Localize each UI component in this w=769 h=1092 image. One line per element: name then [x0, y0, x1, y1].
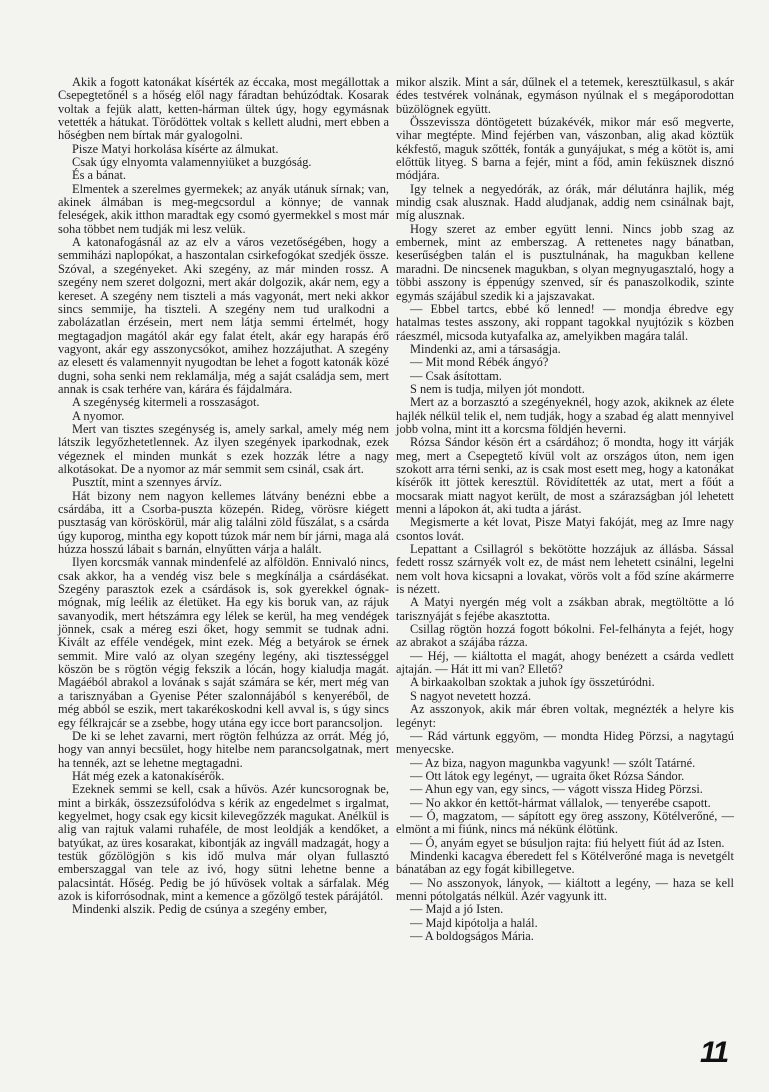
paragraph: S nem is tudja, milyen jót mondott. — [410, 381, 585, 396]
paragraph: A szegénység kitermeli a rosszaságot. — [72, 395, 260, 410]
paragraph: Rózsa Sándor késön ért a csárdához; ő mondta, hogy itt várják meg, mert a Csepegtető kívül volt az országos úton, nem igen szokott arra térni senki, az is csak most esett meg, hogy a katonákat kísérők itt jöttek keresztül. Rövidítették az utat, mert a főút a mocsarak miatt nagyot került, de most a szárazságban jól lehetett menni a lápokon át, aki tudta a járást. — [396, 435, 734, 516]
paragraph: — Az biza, nagyon magunkba vagyunk! — szólt Tatárné. — [410, 755, 696, 770]
paragraph: — A boldogságos Mária. — [410, 929, 534, 943]
paragraph: Akik a fogott katonákat kísérték az éccaka, most megállottak a Csepegtetőnél s a hőség elől nagy fáradtan behúzódtak. Kosarak voltak a fejük alatt, ketten-hárman ültek úgy, hogy egymásnak vetették a hátukat. Törődöttek voltak s kellett aludni, mert ebben a hőségben nem bírtak már gyalogolni. — [58, 75, 389, 143]
paragraph: Megismerte a két lovat, Pisze Matyi fakóját, meg az Imre nagy csontos lovát. — [396, 515, 734, 543]
paragraph: Elmentek a szerelmes gyermekek; az anyák utánuk sírnak; van, akinek álmában is meg-megcsordul a könnye; de vannak feleségek, akik itthon maradtak egy csomó gyermekkel s most már soha többet nem tudják mi lesz velük. — [58, 181, 390, 236]
paragraph: Hát még ezek a katonakísérők. — [72, 768, 225, 783]
paragraph: — Majd kipótolja a halál. — [410, 915, 538, 930]
paragraph: Csillag rögtön hozzá fogott bókolni. Fel-felhányta a fejét, hogy az abrakot a szájába rázza. — [396, 622, 734, 650]
paragraph: A Matyi nyergén még volt a zsákban abrak, megtöltötte a ló tarisznyáját s fejébe akasztotta. — [396, 595, 734, 623]
paragraph: Mindenki alszik. Pedig de csúnya a szegény ember, — [72, 902, 328, 917]
paragraph: Mert van tisztes szegénység is, amely sarkal, amely még nem látszik legyőzhetetlennek. Az ilyen szegények iparkodnak, ezek végeznek el minden munkát s ezek hozzák létre a nagy alkotásokat. De a nyomor az már semmit sem csinál, csak árt. — [58, 421, 389, 476]
paragraph: — Ebbel tartcs, ebbé kő lenned! — mondja ébredve egy hatalmas testes asszony, aki roppant tagokkal nyujtózik s közben ráeszmél, micsoda kutyafalka az, amelyikben magára talál. — [396, 301, 734, 343]
paragraph: — Majd a jó Isten. — [410, 902, 504, 917]
paragraph: Hát bizony nem nagyon kellemes látvány benézni ebbe a csárdába, itt a Csorba-puszta közepén. Rideg, vörösre kiégett pusztaság van köröskörül, már alig találni zöld fűszálat, s a csárda úgy kuporog, mintha egy kopott túzok már nem bír járni, maga alá húzza hosszú lábait s barnán, elnyűtten várja a halált. — [58, 488, 389, 557]
paragraph: Az asszonyok, akik már ébren voltak, megnézték a helyre kis legényt: — [396, 702, 734, 730]
paragraph: mikor alszik. Mint a sár, dűlnek el a tetemek, keresztülkasul, s akár édes testvérek volnának, egymáson nyúlnak el s megáporodottan büzölögnek együtt. — [396, 75, 734, 116]
paragraph: — Mit mond Rébék ángyó? — [410, 355, 549, 370]
paragraph: — No asszonyok, lányok, — kiáltott a legény, — haza se kell menni pótolgatás nélkül. Azér vagyunk itt. — [396, 875, 734, 903]
paragraph: S nagyot nevetett hozzá. — [410, 688, 532, 703]
paragraph: — Csak ásítottam. — [410, 368, 502, 383]
paragraph: Igy telnek a negyedórák, az órák, már délutánra hajlik, még mindig csak alusznak. Hadd aludjanak, addig nem csinálnak bajt, míg alusznak. — [396, 181, 734, 223]
paragraph: És a bánat. — [72, 168, 127, 183]
paragraph: Pusztít, mint a szennyes árvíz. — [72, 475, 223, 490]
paragraph: Mindenki kacagva éberedett fel s Kötélverőné maga is nevetgélt bánatában az egy fogát kibillegetve. — [396, 848, 734, 877]
paragraph: De ki se lehet zavarni, mert rögtön felhúzza az orrát. Még jó, hogy van annyi becsület, hogy hitelbe nem parancsolgatnak, mert ha tennék, azt se lehetne megtagadni. — [58, 728, 389, 770]
paragraph: Összevissza döntögetett búzakévék, mikor már eső megverte, vihar megtépte. Mind fejérben van, vászonban, alig akad köztük kékfestő, maguk szőtték, fonták a gunyájukat, s még a kötöt is, ami előttük lityeg. S barna a fejér, mint a főd, amin feküsznek disznó módjára. — [396, 115, 734, 183]
paragraph: Mert az a borzasztó a szegényeknél, hogy azok, akiknek az élete hajlék nélkül telik el, nem tudják, hogy a szabad ég alatt mennyivel jobb volna, mint itt a korcsma földjén heverni. — [396, 395, 734, 436]
paragraph: A katonafogásnál az az elv a város vezetőségében, hogy a semmiházi naplopókat, a haszontalan csirkefogókat szedjék össze. Szóval, a szegényeket. Aki szegény, az már minden rossz. A szegény nem szeret dolgozni, mert akár dolgozik, akár nem, egy a kereset. A szegény nem tiszteli a más vagyonát, mert neki akkor sincs semmije, ha tiszteli. A szegény nem tud uralkodni a zabolázatlan érzésein, mert nem látja semmi értelmét, hogy megtagadjon magától akár egy falat ételt, akár egy harapás érő vagyont, akár egy asszonycsókot, amihez hozzájuthat. A szegény az elesett és valamennyit nyugodtan be lehet a fogott katonák közé dugni, soha senki nem reklamálja, még a saját családja sem, mert annak is csak terhére van, kárára és fájdalmára. — [58, 235, 389, 396]
paragraph: — Ott látok egy legényt, — ugraita őket Rózsa Sándor. — [410, 768, 685, 783]
paragraph: Mindenki az, ami a társaságja. — [410, 341, 561, 356]
paragraph: Ezeknek semmi se kell, csak a hűvös. Azér kuncsorognak be, mint a birkák, összezsúfolódva s kérik az engedelmet s irgalmat, kegyelmet, hogy csak egy kicsit kilevegőzzék magukat. Anélkül is alig van rajtuk valami ruhaféle, de most leoldják a kendőket, a batyúkat, az üres kosarakat, kibontják az ingváll madzagát, hogy a testük gőzölögjön s kis idő mulva már olyan fullasztó emberszaggal van tele az ivó, hogy sütni lehetne benne a palacsintát. Hőség. Pedig be jó hűvösek voltak a sárfalak. Még azok is kiforrósodnak, mint a kemence a gőzölgő testek párájától. — [58, 782, 389, 903]
paragraph: Ilyen korcsmák vannak mindenfelé az alföldön. Ennivaló nincs, csak akkor, ha a vendég visz bele s megkínálja a csárdásékat. Szegény parasztok ezek a csárdások is, sok gyerekkel ógnak-mógnak, míg leélik az életüket. Ha egy kis boruk van, az rájuk savanyodik, mert hétszámra egy lélek se kerül, ha meg vendégek jönnek, csak a méreg eszi őket, hogy semmit se tudnak adni. Kivált az efféle vendégek, mint ezek. Még a betyárok se érnek semmit. Mire való az olyan szegény legény, aki tisztességgel köszön be s rögtön végig fekszik a lócán, hogy kialudja magát. Magáéból abrakol a lovának s saját számára se kér, mert még van a tarisznyában a Gyenise Péter szalonnájából s kenyeréből, de még abból se eszik, mert takarékoskodni kell avval is, s úgy sincs egy félkrajcár se a zsebbe, hogy utána egy icce bort parancsoljon. — [58, 555, 389, 730]
paragraph: Hogy szeret az ember együtt lenni. Nincs jobb szag az embernek, mint az emberszag. A rettenetes nagy bánatban, keserűségben talán el is pusztulnának, ha magukban kellene maradni. De nincsenek magukban, s olyan megnyugasztaló, hogy a többi asszony is éppenúgy szenved, sír és panaszolkodik, szinte egymás szájábul szedik ki a jajszavakat. — [396, 221, 734, 303]
paragraph: — Ó, magzatom, — sápított egy öreg asszony, Kötélverőné, — elmönt a mi fiúnk, nincs má nékünk élötünk. — [396, 808, 734, 837]
paragraph: — Héj, — kiáltotta el magát, ahogy benézett a csárda vedlett ajtaján. — Hát itt mi van? Ellető? — [396, 648, 734, 677]
paragraph: A nyomor. — [72, 408, 125, 423]
paragraph: A birkaakolban szoktak a juhok így összetúródni. — [410, 675, 655, 690]
paragraph: Pisze Matyi horkolása kísérte az álmukat. — [72, 141, 279, 156]
paragraph: Lepattant a Csillagról s bekötötte hozzájuk az állásba. Sással fedett rossz szárnyék volt ez, de mást nem lehetett csinálni, legelni nem volt hova kicsapni a lovakat, vörös volt a főd színe akármerre is nézett. — [396, 542, 734, 597]
paragraph: — Ahun egy van, egy sincs, — vágott vissza Hideg Pörzsi. — [410, 782, 703, 797]
paragraph: — No akkor én kettőt-hármat vállalok, — tenyerébe csapott. — [410, 795, 711, 810]
paragraph: Csak úgy elnyomta valamennyiüket a buzgóság. — [72, 155, 312, 170]
right-text-column — [396, 76, 734, 943]
page-number: 11 — [700, 1036, 728, 1069]
left-text-column — [58, 76, 389, 917]
paragraph: — Ó, anyám egyet se búsuljon rajta: fiú helyett fiút ád az Isten. — [410, 835, 725, 850]
paragraph: — Rád vártunk eggyöm, — mondta Hideg Pörzsi, a nagytagú menyecske. — [396, 728, 734, 757]
